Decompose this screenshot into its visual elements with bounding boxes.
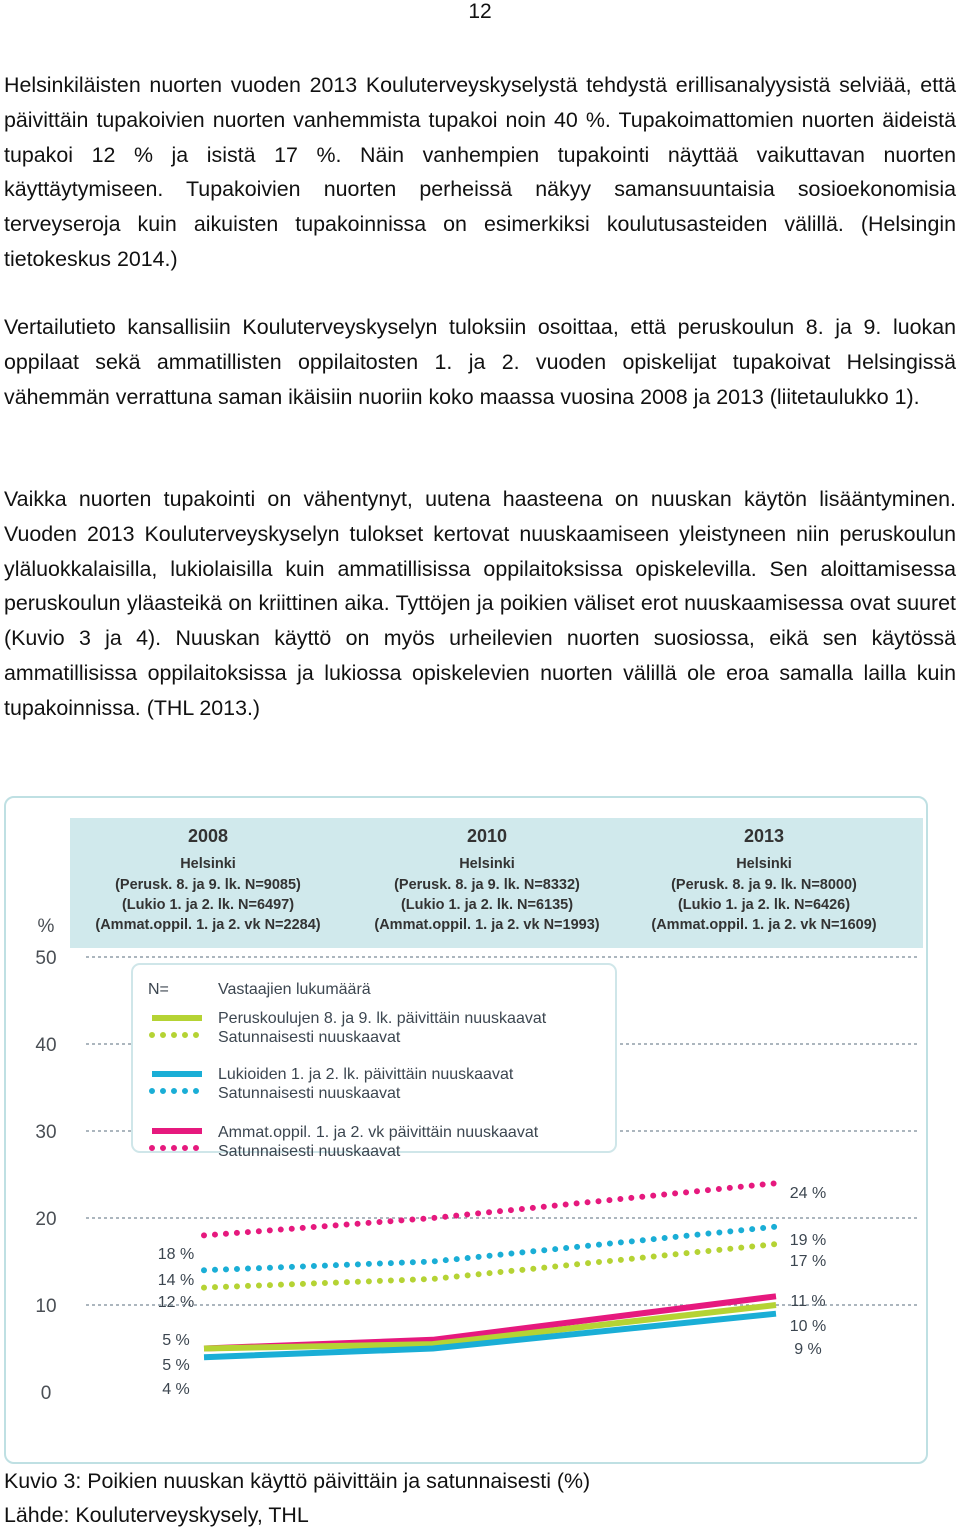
- y-tick-40: 40: [35, 1035, 57, 1056]
- y-tick-20: 20: [35, 1209, 57, 1230]
- chart-svg: [6, 798, 926, 1462]
- header-line-2008-3: (Ammat.oppil. 1. ja 2. vk N=2284): [95, 917, 321, 933]
- legend-ammatti-occasional: Satunnaisesti nuuskaavat: [218, 1143, 401, 1160]
- header-line-2008-2: (Lukio 1. ja 2. lk. N=6497): [121, 897, 295, 913]
- label-right-peruskoulu-occasional: 17 %: [789, 1253, 827, 1270]
- label-right-ammatti-daily: 11 %: [790, 1293, 826, 1310]
- series-lukio_occasional: [204, 1227, 776, 1271]
- legend-peruskoulu-daily: Peruskoulujen 8. ja 9. lk. päivittäin nuuskaavat: [218, 1010, 547, 1027]
- series-ammatti_occasional: [204, 1183, 776, 1235]
- page-number: 12: [468, 0, 492, 23]
- label-left-ammatti-daily: 5 %: [162, 1332, 190, 1349]
- figure-caption: Kuvio 3: Poikien nuuskan käyttö päivittäin ja satunnaisesti (%): [4, 1469, 591, 1493]
- y-axis-unit-label: %: [37, 916, 55, 937]
- legend-n-label: Vastaajien lukumäärä: [218, 981, 371, 998]
- legend-lukio-occasional: Satunnaisesti nuuskaavat: [218, 1085, 401, 1102]
- figure-3-chart: [4, 796, 928, 1464]
- header-year-2008: 2008: [187, 826, 229, 846]
- legend-n-key: N=: [148, 981, 169, 998]
- header-year-2013: 2013: [743, 826, 785, 846]
- header-year-2010: 2010: [466, 826, 508, 846]
- figure-source: Lähde: Kouluterveyskysely, THL: [4, 1503, 309, 1527]
- y-tick-labels: [35, 948, 56, 1404]
- label-right-peruskoulu-daily: 10 %: [789, 1318, 827, 1335]
- header-line-2013-3: (Ammat.oppil. 1. ja 2. vk N=1609): [651, 917, 877, 933]
- y-tick-10: 10: [35, 1296, 57, 1317]
- header-place-2010: Helsinki: [459, 856, 515, 872]
- legend-peruskoulu-occasional: Satunnaisesti nuuskaavat: [218, 1029, 401, 1046]
- y-tick-50: 50: [35, 948, 57, 969]
- header-place-2008: Helsinki: [180, 856, 236, 872]
- label-right-ammatti-occasional: 24 %: [789, 1185, 827, 1202]
- label-left-ammatti-occasional: 18 %: [157, 1246, 195, 1263]
- label-left-peruskoulu-occasional: 12 %: [157, 1294, 195, 1311]
- paragraph-1: Helsinkiläisten nuorten vuoden 2013 Kouluterveyskyselystä tehdystä erillisanalyysistä selviää, että päivittäin tupakoivien nuorten vanhemmista tupakoi noin 40 %. Tupakoimattomien nuorten äideistä tupakoi 12 % ja isistä 17 %. Näin vanhempien tupakointi näyttää vaikuttavan nuorten käyttäytymiseen. Tupakoivien nuorten perheissä näkyy samansuuntaisia sosioekonomisia terveyseroja kuin aikuisten tupakoinnissa on esimerkiksi koulutusasteiden välillä. (Helsingin tietokeskus 2014.): [4, 73, 956, 271]
- legend-lukio-daily: Lukioiden 1. ja 2. lk. päivittäin nuuskaavat: [218, 1066, 514, 1083]
- legend-ammatti-daily: Ammat.oppil. 1. ja 2. vk päivittäin nuuskaavat: [218, 1124, 539, 1141]
- header-line-2013-1: (Perusk. 8. ja 9. lk. N=8000): [671, 877, 857, 893]
- paragraph-2: Vertailutieto kansallisiin Kouluterveyskyselyn tuloksiin osoittaa, että peruskoulun 8. ja 9. luokan oppilaat sekä ammatillisten oppilaitosten 1. ja 2. vuoden opiskelijat tupakoivat Helsingissä vähemmän verrattuna saman ikäisiin nuoriin koko maassa vuosina 2008 ja 2013 (liitetaulukko 1).: [4, 315, 956, 409]
- label-right-lukio-daily: 9 %: [794, 1341, 822, 1358]
- y-tick-30: 30: [35, 1122, 57, 1143]
- header-line-2013-2: (Lukio 1. ja 2. lk. N=6426): [677, 897, 851, 913]
- chart-series: [204, 1183, 776, 1357]
- paragraph-3: Vaikka nuorten tupakointi on vähentynyt, uutena haasteena on nuuskan käytön lisääntyminen. Vuoden 2013 Kouluterveyskyselyn tulokset kertovat nuuskaamiseen yleistyneen niin peruskoulun yläluokkalaisilla, lukiolaisilla kuin ammatillisissa oppilaitoksissa opiskelevilla. Sen aloittamisessa peruskoulun yläasteikä on kriittinen aika. Tyttöjen ja poikien väliset erot nuuskaamisessa ovat suuret (Kuvio 3 ja 4). Nuuskan käyttö on myös urheilevien nuorten suosiossa, eikä sen käytössä ammatillisissa oppilaitoksissa ja lukiossa opiskelevien nuorten välillä ole eroa samalla lailla kuin tupakoinnissa. (THL 2013.): [4, 487, 956, 720]
- header-line-2008-1: (Perusk. 8. ja 9. lk. N=9085): [115, 877, 301, 893]
- header-line-2010-2: (Lukio 1. ja 2. lk. N=6135): [400, 897, 574, 913]
- header-line-2010-1: (Perusk. 8. ja 9. lk. N=8332): [394, 877, 580, 893]
- label-left-lukio-occasional: 14 %: [157, 1272, 195, 1289]
- header-line-2010-3: (Ammat.oppil. 1. ja 2. vk N=1993): [374, 917, 600, 933]
- label-right-lukio-occasional: 19 %: [789, 1232, 827, 1249]
- header-place-2013: Helsinki: [736, 856, 792, 872]
- label-left-peruskoulu-daily: 5 %: [162, 1357, 190, 1374]
- y-tick-0: 0: [40, 1383, 52, 1404]
- label-left-lukio-daily: 4 %: [162, 1381, 190, 1398]
